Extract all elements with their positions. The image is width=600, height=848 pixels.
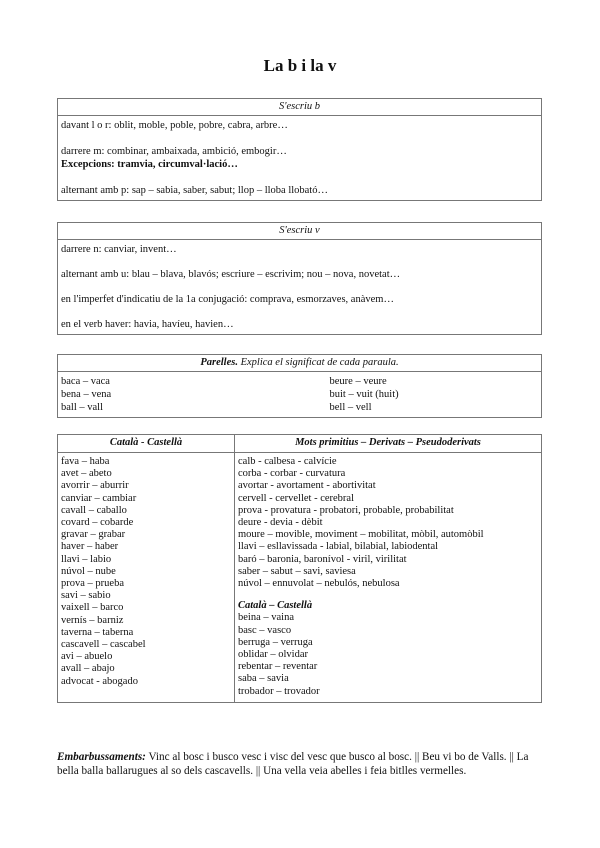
rule-b-alternant: alternant amb p: sap – sabia, saber, sabut; llop – lloba llobató… [61, 185, 328, 196]
table-row: fava – haba [61, 456, 110, 467]
page-title: La b i la v [263, 56, 337, 75]
rule-v-darrere: darrere n: canviar, invent… [61, 244, 177, 255]
parelles-box [57, 354, 542, 418]
table-row: canviar – cambiar [61, 492, 137, 504]
table-row: vaixell – barco [61, 602, 124, 614]
rule-b-darrere: darrere m: combinar, ambaixada, ambició, embogir… [61, 146, 287, 157]
table-row: núvol – nube [61, 565, 116, 577]
rule-b-davant: davant l o r: oblit, moble, poble, pobre, cabra, arbre… [61, 120, 288, 131]
rule-box-v-heading: S'escriu v [58, 223, 541, 240]
parelles-right-column [270, 375, 539, 414]
table-row: deure - devia - dèbit [238, 517, 323, 529]
table-row: vernís – barniz [61, 614, 124, 626]
table-row: núvol – ennuvolat – nebulós, nebulosa [238, 578, 400, 590]
table-row: cervell - cervellet - cerebral [238, 492, 354, 504]
embarbussaments-text: Vinc al bosc i busco vesc i visc del vesc que busco al bosc. || Beu vi bo de Valls. || La bella balla ballarugues al so dels cascavells. || Una vella veia abelles i feia bitlles vermelles. [57, 751, 529, 777]
table-row: avall – abajo [61, 663, 115, 675]
table-subheader-catala-castella: Català – Castellà [238, 600, 313, 612]
table-row: moure – movible, moviment – mobilitat, mòbil, automòbil [238, 529, 484, 541]
table-row: beina – vaina [238, 612, 294, 624]
parelles-heading-label: Parelles. [200, 357, 238, 368]
catala-castella-column [58, 453, 235, 703]
table-row: avi – abuelo [61, 651, 113, 663]
table-header-mots-primitius: Mots primitius – Derivats – Pseudoderivats [235, 435, 542, 453]
table-row: rebentar – reventar [238, 661, 318, 673]
table-row: savi – sabio [61, 590, 111, 602]
mots-primitius-column [235, 453, 542, 703]
parelles-left-column [61, 375, 270, 414]
table-row: llavi – esllavissada - labial, bilabial, labiodental [238, 541, 439, 553]
rule-v-alternant: alternant amb u: blau – blava, blavós; escriure – escrivim; nou – nova, novetat… [61, 269, 401, 280]
table-row: cavall – caballo [61, 504, 127, 516]
table-row: saber – sabut – savi, saviesa [238, 565, 356, 577]
list-item: ball – vall [61, 402, 103, 413]
vocabulary-table [57, 434, 542, 703]
table-row: berruga – verruga [238, 636, 313, 648]
rule-box-b [57, 98, 542, 201]
table-row: baró – baronia, baronívol - viril, virilitat [238, 553, 407, 565]
table-header-catala-castella: Català - Castellà [58, 435, 235, 453]
table-row: advocat - abogado [61, 675, 138, 687]
rule-v-imperfet: en l'imperfet d'indicatiu de la 1a conjugació: comprava, esmorzaves, anàvem… [61, 294, 394, 305]
list-item: bena – vena [61, 389, 112, 400]
table-row: cascavell – cascabel [61, 639, 146, 651]
table-row: trobador – trovador [238, 685, 320, 697]
rule-box-b-heading: S'escriu b [58, 99, 541, 116]
table-row: saba – savia [238, 673, 289, 685]
table-row: basc – vasco [238, 624, 292, 636]
table-row: prova - provatura - probatori, probable, probabilitat [238, 504, 454, 516]
parelles-heading-instruction: Explica el significat de cada paraula. [237, 357, 399, 368]
table-row: gravar – grabar [61, 529, 126, 541]
list-item: bell – vell [329, 402, 372, 413]
list-item: beure – veure [329, 376, 387, 387]
parelles-heading [58, 355, 541, 372]
table-row: avet – abeto [61, 468, 112, 480]
table-row: prova – prueba [61, 578, 124, 590]
embarbussaments-label: Embarbussaments: [57, 751, 146, 763]
table-row: llavi – labio [61, 553, 112, 565]
table-row: covard – cobarde [61, 517, 134, 529]
rule-box-v [57, 222, 542, 335]
list-item: buit – vuit (huit) [329, 389, 399, 400]
rule-v-haver: en el verb haver: havia, havíeu, havien… [61, 319, 234, 330]
table-row: haver – haber [61, 541, 119, 553]
table-row: oblidar – olvidar [238, 649, 308, 661]
list-item: baca – vaca [61, 376, 110, 387]
table-row: corba - corbar - curvatura [238, 468, 346, 480]
table-row: avorrir – aburrir [61, 480, 129, 492]
rule-b-excepcions: Excepcions: tramvia, circumval·lació… [61, 159, 238, 170]
table-row: calb - calbesa - calvície [238, 456, 337, 467]
table-row: taverna – taberna [61, 626, 134, 638]
table-row: avortar - avortament - abortivitat [238, 480, 376, 492]
embarbussaments-paragraph [57, 750, 547, 778]
